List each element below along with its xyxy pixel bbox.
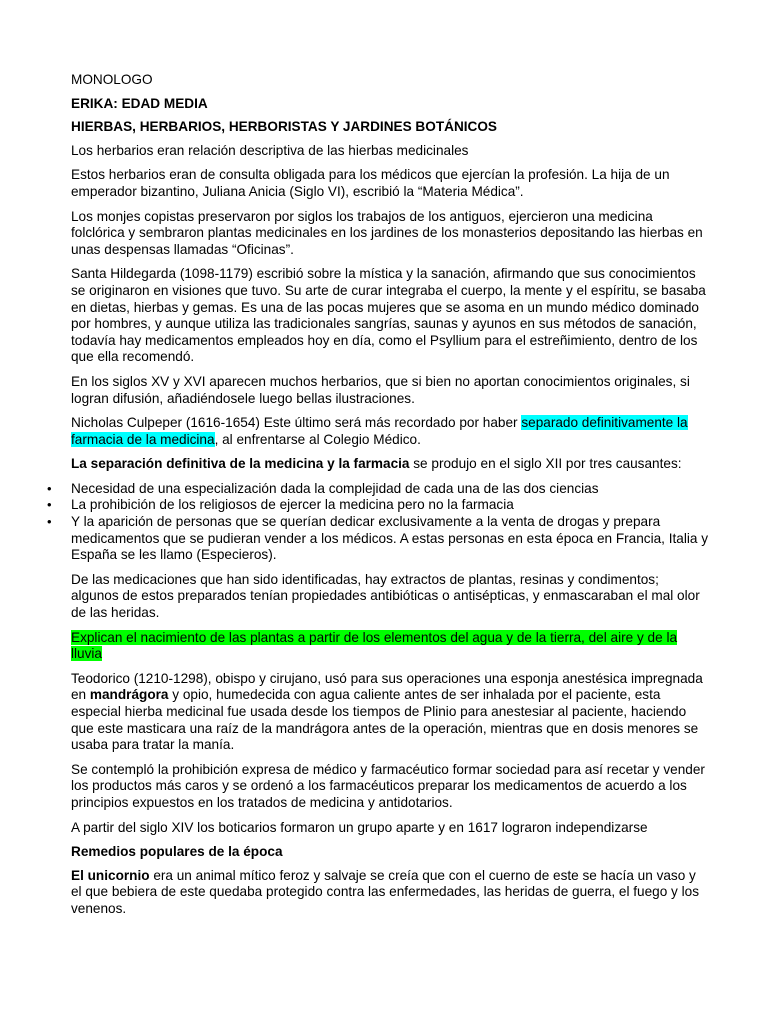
document-title: HIERBAS, HERBARIOS, HERBORISTAS Y JARDINES BOTÁNICOS — [71, 119, 497, 135]
list-item-text: Y la aparición de personas que se querían dedicar exclusivamente a la venta de drogas y prepara medicamentos que se pudieran vender a los médicos. A estas personas en esta época en Francia, Italia y España se les llamo (Especieros). — [71, 514, 709, 563]
paragraph-unicornio — [71, 868, 708, 918]
unicornio-bold: El unicornio — [71, 867, 150, 883]
paragraph-medicaciones: De las medicaciones que han sido identificadas, hay extractos de plantas, resinas y condimentos; algunos de estos preparados tenían propiedades antibióticas o antisépticas, y enmascaraban el mal olor de las heridas. — [71, 571, 700, 621]
separacion-rest: se produjo en el siglo XII por tres causantes: — [409, 456, 682, 472]
teodorico-text-b: y opio, humedecida con agua caliente antes de ser inhalada por el paciente, esta especial hierba medicinal fue usada desde los tiempos de Plinio para anestesiar al paciente, haciendo que este masticara una raíz de la mandrágora antes de la operación, mientras que en dosis menores se usaba para tratar la manía. — [71, 687, 699, 753]
paragraph-separacion — [71, 456, 708, 473]
unicornio-rest: era un animal mítico feroz y salvaje se creía que con el cuerno de este se hacía un vaso y el que bebiera de este quedaba protegido contra las enfermedades, las heridas de guerra, el fuego y los venenos. — [71, 867, 700, 916]
paragraph-boticarios: A partir del siglo XIV los boticarios formaron un grupo aparte y en 1617 lograron independizarse — [71, 819, 648, 835]
label-erika: ERIKA: EDAD MEDIA — [71, 95, 208, 111]
paragraph-monjes: Los monjes copistas preservaron por siglos los trabajos de los antiguos, ejercieron una medicina folclórica y sembraron plantas medicinales en los jardines de los monasterios depositando las hierbas en unas despensas llamadas “Oficinas”. — [71, 208, 703, 257]
paragraph-teodorico — [71, 671, 708, 754]
separacion-bold: La separación definitiva de la medicina y la farmacia — [71, 456, 410, 472]
list-item — [47, 497, 708, 514]
highlight-cyan: separado definitivamente la farmacia de la medicina — [71, 415, 688, 447]
bullet-list — [47, 480, 709, 564]
bullet-icon: • — [47, 497, 52, 513]
list-item-text: La prohibición de los religiosos de ejercer la medicina pero no la farmacia — [71, 497, 514, 513]
bullet-icon: • — [47, 480, 52, 496]
culpeper-text-a: Nicholas Culpeper (1616-1654) Este último será más recordado por haber — [71, 415, 522, 431]
list-item-text: Necesidad de una especialización dada la complejidad de cada una de las dos ciencias — [71, 480, 599, 496]
bullet-icon: • — [47, 514, 52, 530]
teodorico-text-a: Teodorico (1210-1298), obispo y cirujano, usó para sus operaciones una esponja anestésica impregnada en — [71, 670, 703, 703]
paragraph-elementos — [71, 630, 708, 663]
paragraph-culpeper — [71, 415, 708, 448]
paragraph-herbarios: Los herbarios eran relación descriptiva de las hierbas medicinales — [71, 142, 469, 158]
list-item — [47, 480, 708, 498]
paragraph-siglos-xv-xvi: En los siglos XV y XVI aparecen muchos herbarios, que si bien no aportan conocimientos originales, si logran difusión, añadiéndosele luego bellas ilustraciones. — [71, 373, 690, 406]
highlight-green: Explican el nacimiento de las plantas a partir de los elementos del agua y de la tierra, del aire y de la lluvia — [71, 629, 678, 662]
paragraph-prohibicion: Se contempló la prohibición expresa de médico y farmacéutico formar sociedad para así recetar y vender los productos más caros y se ordenó a los farmacéuticos preparar los medicamentos de acuerdo a los principios expuestos en los tratados de medicina y antidotarios. — [71, 761, 705, 810]
paragraph-hildegarda: Santa Hildegarda (1098-1179) escribió sobre la mística y la sanación, afirmando que sus conocimientos se originaron en visiones que tuvo. Su arte de curar integraba el cuerpo, la mente y el espíritu, se basaba en dietas, hierbas y gemas. Es una de las pocas mujeres que se asoma en un mundo médico dominado por hombres, y aunque utiliza las tradicionales sangrías, saunas y ayunos en sus métodos de sanación, todavía hay medicamentos empleados hoy en día, como el Psyllium para el estreñimiento, dentro de los que ella recomendó. — [71, 266, 706, 365]
mandragora-bold: mandrágora — [89, 687, 169, 703]
section-subtitle: Remedios populares de la época — [71, 844, 283, 860]
paragraph-juliana-anicia: Estos herbarios eran de consulta obligada para los médicos que ejercían la profesión. La hija de un emperador bizantino, Juliana Anicia (Siglo VI), escribió la “Materia Médica”. — [71, 167, 670, 199]
culpeper-text-b: , al enfrentarse al Colegio Médico. — [214, 431, 421, 447]
list-item — [47, 514, 709, 564]
label-monologo: MONOLOGO — [71, 72, 153, 87]
